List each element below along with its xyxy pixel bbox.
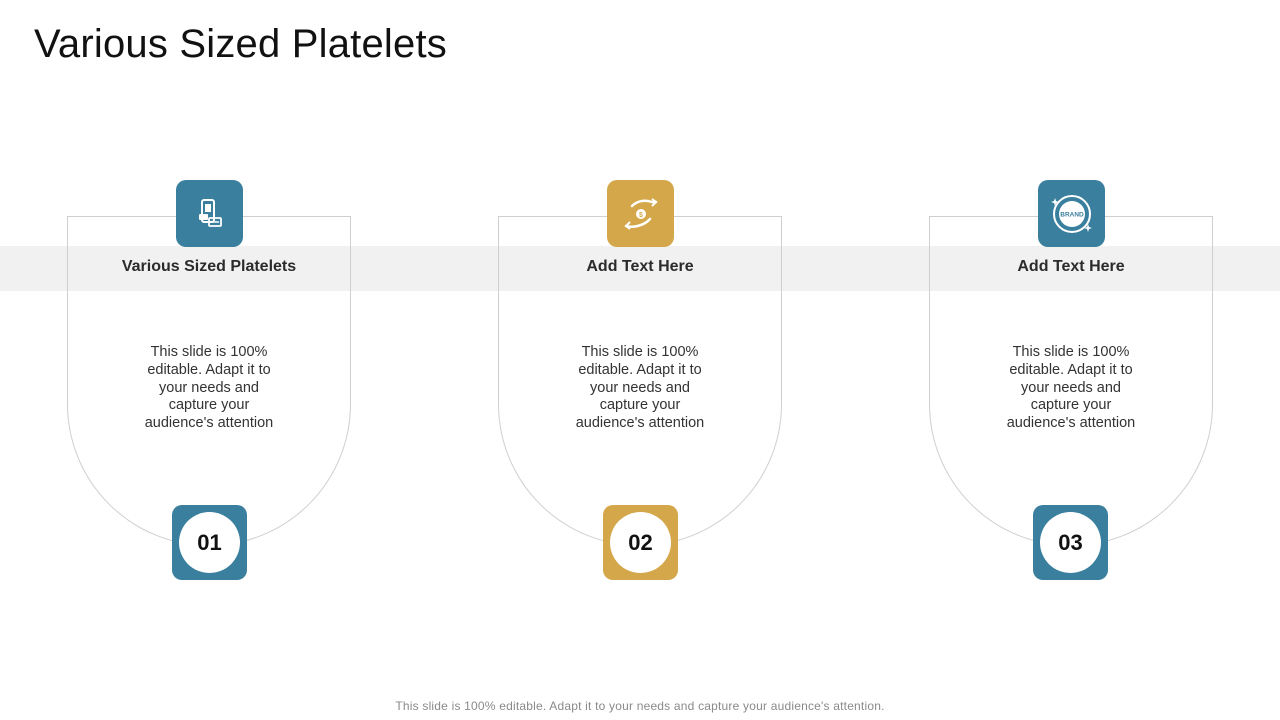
card-heading: Add Text Here [586, 258, 694, 275]
page-title: Various Sized Platelets [34, 22, 447, 66]
phone-payment-icon [195, 197, 225, 231]
icon-tile [176, 180, 243, 247]
svg-text:$: $ [638, 211, 643, 219]
number-badge [603, 505, 678, 580]
card-body: This slide is 100% editable. Adapt it to your needs and capture your audience's attention [144, 344, 274, 432]
number-label: 02 [610, 512, 671, 573]
card-heading: Various Sized Platelets [121, 258, 297, 275]
brand-icon-text: BRAND [1059, 211, 1084, 218]
hand-money-exchange-icon [622, 196, 660, 232]
card-body: This slide is 100% editable. Adapt it to your needs and capture your audience's attention [575, 344, 705, 432]
footer-note: This slide is 100% editable. Adapt it to your needs and capture your audience's attention. [395, 699, 885, 713]
card-body: This slide is 100% editable. Adapt it to your needs and capture your audience's attention [1006, 344, 1136, 432]
brand-badge-icon [1050, 192, 1094, 236]
icon-tile [1038, 180, 1105, 247]
number-label: 03 [1040, 512, 1101, 573]
card-heading: Add Text Here [1017, 258, 1125, 275]
number-label: 01 [179, 512, 240, 573]
icon-tile [607, 180, 674, 247]
number-badge [172, 505, 247, 580]
number-badge [1033, 505, 1108, 580]
